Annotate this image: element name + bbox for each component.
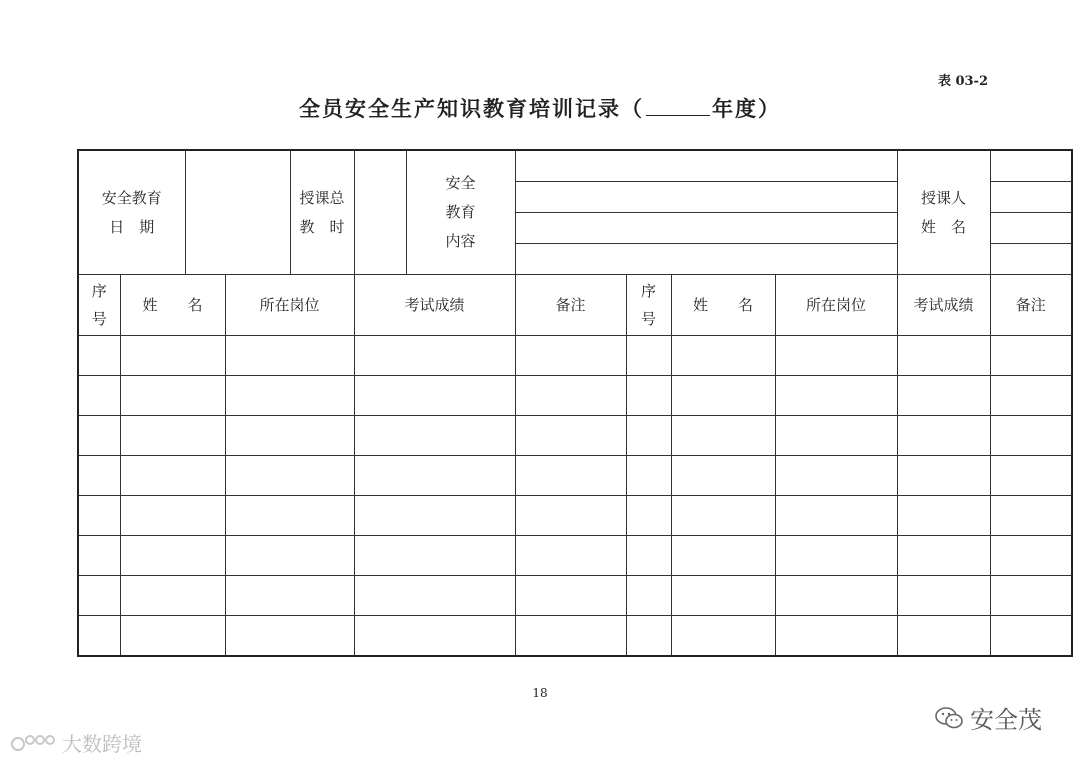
content-line[interactable] (516, 244, 897, 275)
seq-header-right: 序 号 (626, 275, 671, 336)
seq-cell[interactable] (626, 376, 671, 416)
position-header-right: 所在岗位 (775, 275, 897, 336)
remark-cell[interactable] (515, 496, 626, 536)
remark-cell[interactable] (515, 616, 626, 656)
seq-cell[interactable] (78, 336, 120, 376)
name-cell[interactable] (671, 576, 775, 616)
position-cell[interactable] (225, 536, 354, 576)
training-record-form (77, 149, 1073, 657)
score-cell[interactable] (354, 496, 515, 536)
position-cell[interactable] (225, 496, 354, 536)
hours-label-line1: 授课总 (299, 188, 345, 207)
name-cell[interactable] (671, 336, 775, 376)
content-label-cell (406, 150, 515, 275)
content-value-cell (515, 150, 897, 275)
remark-cell[interactable] (990, 616, 1072, 656)
seq-cell[interactable] (626, 616, 671, 656)
seq-cell[interactable] (78, 416, 120, 456)
position-cell[interactable] (225, 336, 354, 376)
instructor-line[interactable] (991, 151, 1072, 182)
hours-value-cell[interactable] (354, 150, 406, 275)
position-cell[interactable] (225, 416, 354, 456)
score-cell[interactable] (354, 336, 515, 376)
name-cell[interactable] (120, 536, 225, 576)
instructor-line[interactable] (991, 244, 1072, 275)
table-row (78, 416, 1072, 456)
score-header-right: 考试成绩 (897, 275, 990, 336)
score-cell[interactable] (354, 536, 515, 576)
remark-cell[interactable] (515, 416, 626, 456)
remark-cell[interactable] (990, 336, 1072, 376)
position-cell[interactable] (775, 376, 897, 416)
score-cell[interactable] (354, 456, 515, 496)
score-cell[interactable] (897, 576, 990, 616)
position-cell[interactable] (775, 536, 897, 576)
wechat-icon (934, 705, 964, 731)
page-number: 18 (532, 686, 548, 700)
table-row (78, 536, 1072, 576)
score-cell[interactable] (897, 376, 990, 416)
remark-cell[interactable] (990, 376, 1072, 416)
training-info-row (78, 150, 1072, 275)
position-cell[interactable] (775, 416, 897, 456)
seq-cell[interactable] (626, 576, 671, 616)
name-cell[interactable] (671, 536, 775, 576)
content-lines (516, 151, 897, 274)
remark-cell[interactable] (990, 416, 1072, 456)
score-cell[interactable] (897, 536, 990, 576)
instructor-label-cell (897, 150, 990, 275)
page-title (0, 93, 1080, 123)
name-cell[interactable] (671, 456, 775, 496)
remark-cell[interactable] (990, 456, 1072, 496)
name-header-right: 姓 名 (671, 275, 775, 336)
name-cell[interactable] (671, 496, 775, 536)
instructor-line[interactable] (991, 182, 1072, 213)
name-cell[interactable] (120, 336, 225, 376)
score-cell[interactable] (897, 456, 990, 496)
content-line[interactable] (516, 151, 897, 182)
position-cell[interactable] (775, 576, 897, 616)
seq-cell[interactable] (78, 616, 120, 656)
name-cell[interactable] (120, 496, 225, 536)
table-row (78, 456, 1072, 496)
remark-cell[interactable] (515, 456, 626, 496)
name-cell[interactable] (671, 616, 775, 656)
instructor-value-cell (990, 150, 1072, 275)
column-header-row (78, 275, 1072, 336)
name-cell[interactable] (120, 576, 225, 616)
remark-cell[interactable] (515, 536, 626, 576)
seq-cell[interactable] (78, 536, 120, 576)
score-cell[interactable] (897, 416, 990, 456)
hours-label-cell (290, 150, 354, 275)
seq-cell[interactable] (78, 376, 120, 416)
position-header-left: 所在岗位 (225, 275, 354, 336)
table-row (78, 336, 1072, 376)
title-prefix: 全员安全生产知识教育培训记录（ (299, 96, 644, 121)
form-code: 表 03-2 (937, 74, 988, 89)
position-cell[interactable] (775, 456, 897, 496)
seq-cell[interactable] (626, 496, 671, 536)
score-header-left: 考试成绩 (354, 275, 515, 336)
table-row (78, 496, 1072, 536)
position-cell[interactable] (775, 616, 897, 656)
position-cell[interactable] (225, 576, 354, 616)
content-label-line2: 教育 (445, 203, 476, 221)
seq-header-left: 序 号 (78, 275, 120, 336)
year-blank (646, 97, 710, 116)
content-line[interactable] (516, 213, 897, 244)
seq-cell[interactable] (78, 576, 120, 616)
watermark-left (10, 728, 142, 757)
watermark-right-text: 安全茂 (970, 706, 1042, 734)
instructor-line[interactable] (991, 213, 1072, 244)
name-cell[interactable] (120, 376, 225, 416)
seq-cell[interactable] (78, 456, 120, 496)
watermark-left-text: 大数跨境 (62, 732, 142, 756)
title-suffix: 年度） (712, 96, 781, 121)
name-cell[interactable] (120, 456, 225, 496)
instructor-lines (991, 151, 1072, 274)
name-cell[interactable] (671, 416, 775, 456)
date-label-line1: 安全教育 (101, 188, 162, 207)
score-cell[interactable] (354, 576, 515, 616)
position-cell[interactable] (775, 336, 897, 376)
watermark-right (934, 700, 1042, 735)
date-label-line2: 日 期 (109, 217, 155, 236)
brand-logo-icon (10, 731, 56, 755)
score-cell[interactable] (354, 376, 515, 416)
name-cell[interactable] (120, 616, 225, 656)
score-cell[interactable] (354, 616, 515, 656)
score-cell[interactable] (897, 616, 990, 656)
remark-cell[interactable] (515, 376, 626, 416)
position-cell[interactable] (775, 496, 897, 536)
table-row (78, 616, 1072, 656)
table-row (78, 576, 1072, 616)
position-cell[interactable] (225, 376, 354, 416)
date-value-cell[interactable] (185, 150, 290, 275)
score-cell[interactable] (897, 336, 990, 376)
content-line[interactable] (516, 182, 897, 213)
seq-cell[interactable] (626, 456, 671, 496)
position-cell[interactable] (225, 456, 354, 496)
name-cell[interactable] (671, 376, 775, 416)
hours-label-line2: 教 时 (299, 217, 345, 236)
seq-cell[interactable] (626, 416, 671, 456)
remark-cell[interactable] (515, 336, 626, 376)
content-label-line1: 安全 (445, 174, 476, 192)
name-header-left: 姓 名 (120, 275, 225, 336)
instructor-label-line2: 姓 名 (920, 217, 966, 236)
record-table (77, 149, 1073, 657)
content-label-line3: 内容 (445, 232, 476, 250)
remark-header-right: 备注 (990, 275, 1072, 336)
seq-cell[interactable] (626, 336, 671, 376)
date-label-cell (78, 150, 185, 275)
score-cell[interactable] (354, 416, 515, 456)
seq-cell[interactable] (78, 496, 120, 536)
remark-cell[interactable] (515, 576, 626, 616)
name-cell[interactable] (120, 416, 225, 456)
remark-header-left: 备注 (515, 275, 626, 336)
remark-cell[interactable] (990, 536, 1072, 576)
score-cell[interactable] (897, 496, 990, 536)
instructor-label-line1: 授课人 (920, 188, 966, 207)
position-cell[interactable] (225, 616, 354, 656)
table-row (78, 376, 1072, 416)
seq-cell[interactable] (626, 536, 671, 576)
remark-cell[interactable] (990, 576, 1072, 616)
remark-cell[interactable] (990, 496, 1072, 536)
